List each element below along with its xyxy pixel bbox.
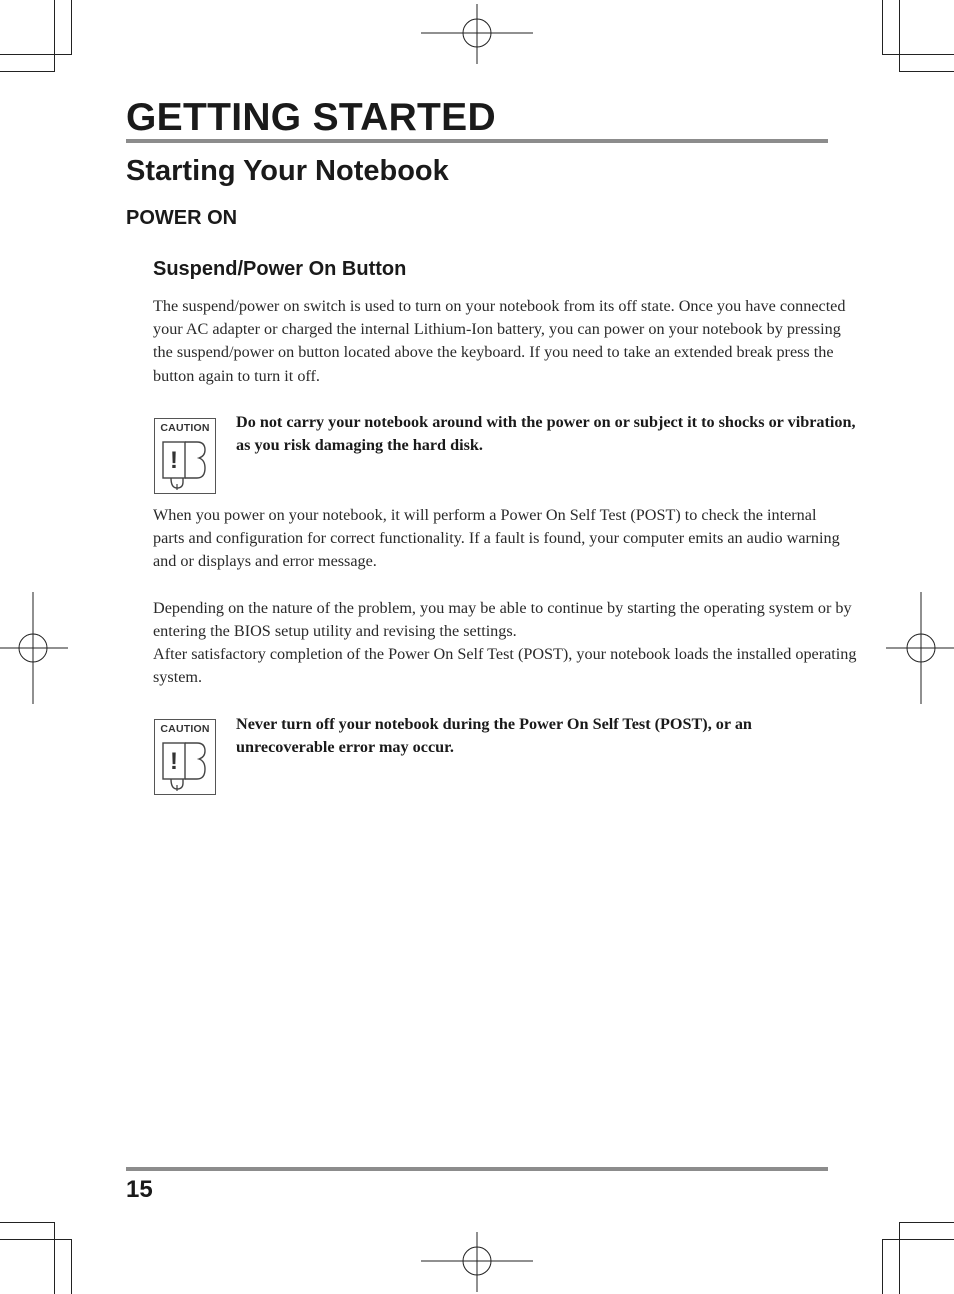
post-paragraph: When you power on your notebook, it will perform a Power On Self Test (POST) to check the internal parts and configuration for correct functionality. If a fault is found, your computer emits an audio warning and or displays and error message. bbox=[153, 506, 840, 571]
chapter-title-rule bbox=[126, 139, 828, 143]
caution-hand-icon bbox=[161, 737, 209, 791]
caution-text: Do not carry your notebook around with the power on or subject it to shocks or vibration, as you risk damaging the hard disk. bbox=[236, 413, 856, 455]
registration-mark-right bbox=[886, 592, 954, 704]
topic-title: Suspend/Power On Button bbox=[153, 258, 407, 280]
intro-paragraph: The suspend/power on switch is used to turn on your notebook from its off state. Once you have connected your AC adapter or charged the internal Lithium-Ion battery, you can power on your notebook by pressing the suspend/power on button located above the keyboard. If you need to take an extended break press the button again to turn it off. bbox=[153, 297, 846, 385]
page-number: 15 bbox=[126, 1176, 153, 1203]
registration-mark-left bbox=[0, 592, 68, 704]
caution-badge bbox=[154, 719, 216, 795]
caution-badge bbox=[154, 418, 216, 494]
subsection-title: POWER ON bbox=[126, 207, 238, 229]
caution-label: CAUTION bbox=[160, 723, 210, 735]
problem-paragraph: Depending on the nature of the problem, you may be able to continue by starting the operating system or by entering the BIOS setup utility and revising the settings. bbox=[153, 599, 852, 641]
registration-mark-bottom bbox=[421, 1232, 533, 1292]
registration-mark-top bbox=[421, 4, 533, 64]
caution-label: CAUTION bbox=[160, 422, 210, 434]
chapter-title: GETTING STARTED bbox=[126, 96, 496, 139]
svg-text:!: ! bbox=[170, 447, 178, 474]
caution-hand-icon bbox=[161, 436, 209, 490]
footer-rule bbox=[126, 1167, 828, 1171]
svg-text:!: ! bbox=[170, 748, 178, 775]
section-title: Starting Your Notebook bbox=[126, 155, 449, 187]
completion-paragraph: After satisfactory completion of the Power On Self Test (POST), your notebook loads the installed operating system. bbox=[153, 645, 857, 687]
caution-text: Never turn off your notebook during the Power On Self Test (POST), or an unrecoverable error may occur. bbox=[236, 715, 752, 757]
